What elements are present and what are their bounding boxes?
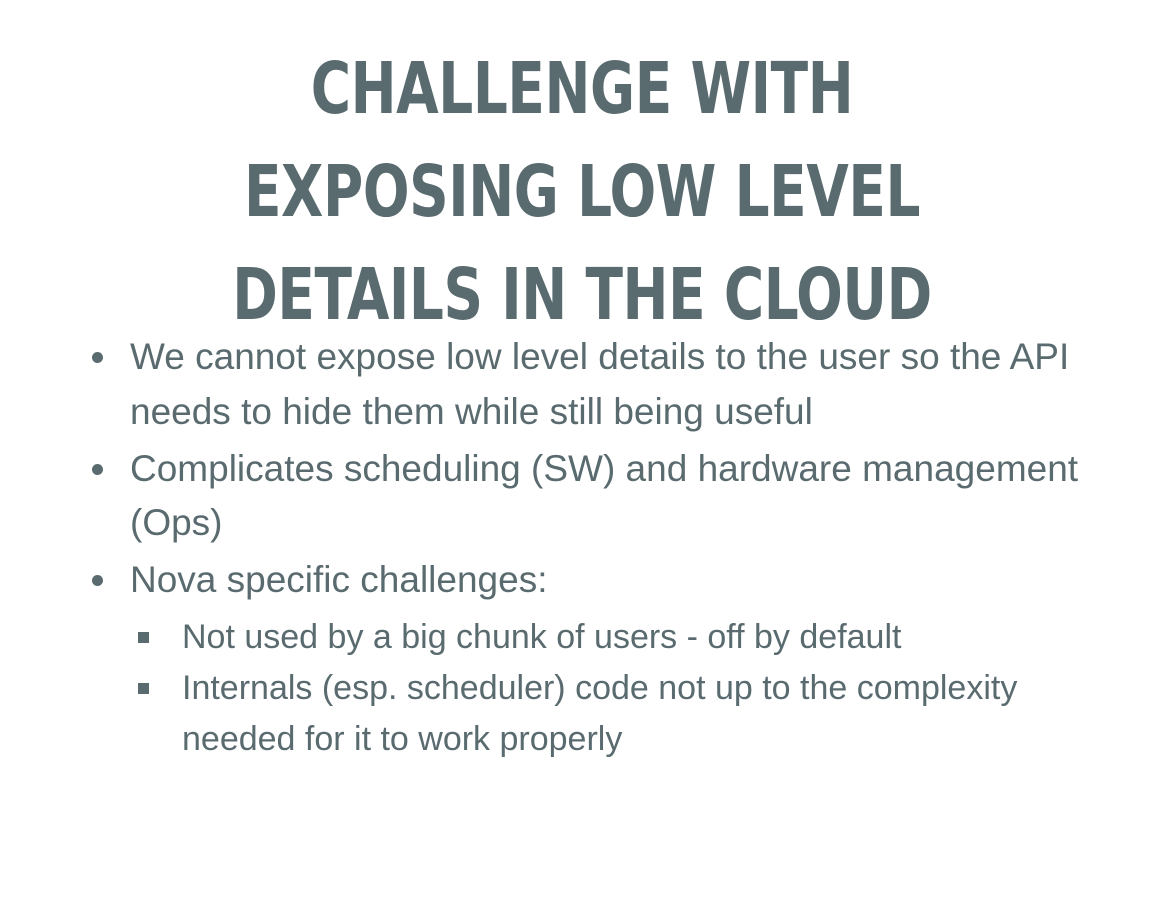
list-item-text: Nova specific challenges: (130, 559, 548, 600)
slide-body (40, 330, 1130, 767)
sub-list-item (130, 612, 1130, 663)
sub-bullet-wrap (130, 612, 1130, 765)
bullet-list (40, 330, 1130, 765)
list-item (40, 330, 1130, 440)
sub-list-item (130, 663, 1130, 765)
bullet-square-icon (138, 683, 149, 694)
page-title: CHALLENGE WITH EXPOSING LOW LEVEL DETAILS IN THE CLOUD (232, 47, 932, 336)
sub-bullet-list (130, 612, 1130, 765)
list-item (40, 553, 1130, 765)
sub-list-item-text: Not used by a big chunk of users - off by default (182, 617, 902, 656)
bullet-square-icon (138, 632, 149, 643)
bullet-dot-icon (92, 575, 103, 586)
list-item-text: We cannot expose low level details to the user so the API needs to hide them while still being useful (130, 336, 1070, 432)
list-item-text: Complicates scheduling (SW) and hardware management (Ops) (130, 447, 1079, 544)
bullet-dot-icon (92, 352, 103, 363)
bullet-dot-icon (92, 464, 103, 475)
list-item (40, 442, 1130, 552)
sub-list-item-text: Internals (esp. scheduler) code not up to the complexity needed for it to work properly (182, 668, 1018, 758)
